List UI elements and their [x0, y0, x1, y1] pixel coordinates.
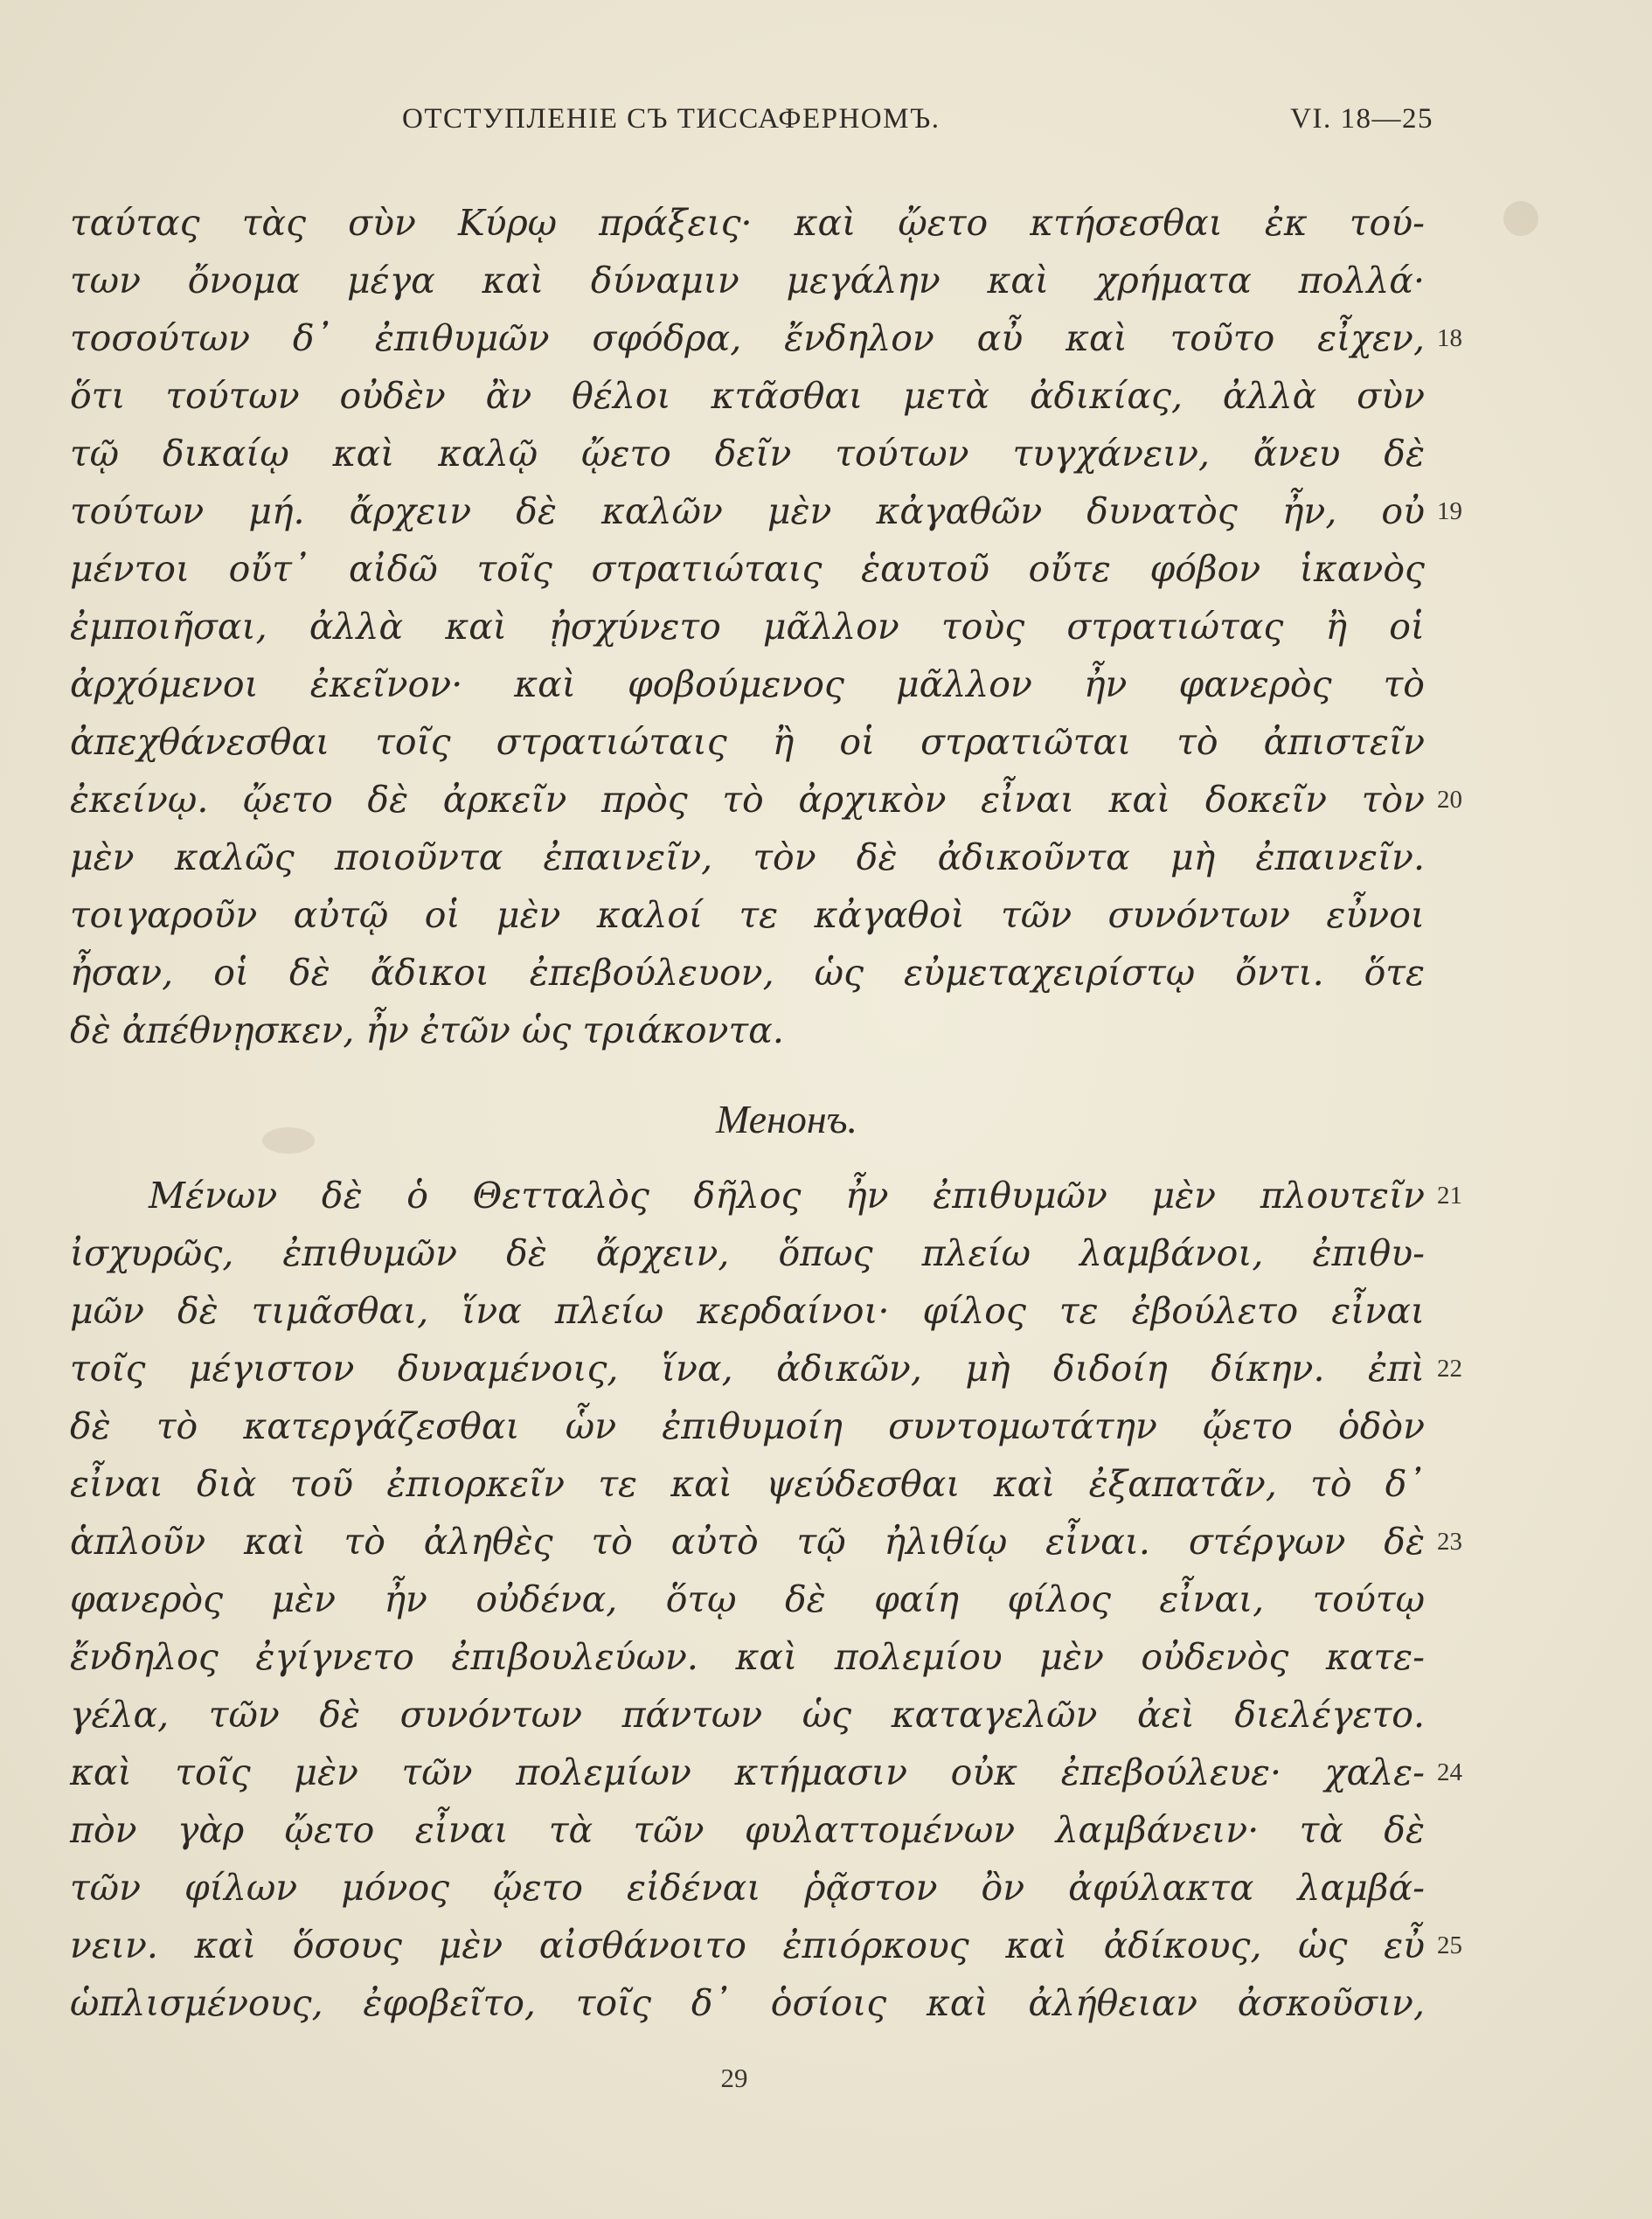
section-number: 25	[1437, 1931, 1462, 1959]
text-line: τούτων μή. ἄρχειν δὲ καλῶν μὲν κἀγαθῶν δυνατὸς ἦν, οὐ	[70, 490, 1425, 532]
section-number: 19	[1437, 497, 1462, 525]
text-line: δὲ ἀπέθνῃσκεν, ἦν ἐτῶν ὡς τριάκοντα.	[70, 1009, 784, 1051]
text-line: νειν. καὶ ὅσους μὲν αἰσθάνοιτο ἐπιόρκους καὶ ἀδίκους, ὡς εὖ	[70, 1924, 1425, 1966]
section-number: 20	[1437, 786, 1462, 814]
page-number: 29	[720, 2063, 748, 2093]
text-line: ἁπλοῦν καὶ τὸ ἀληθὲς τὸ αὐτὸ τῷ ἠλιθίῳ εἶναι. στέργων δὲ	[70, 1521, 1425, 1563]
section-heading: Менонъ.	[715, 1097, 858, 1141]
text-line: τοσούτων δ᾽ ἐπιθυμῶν σφόδρα, ἔνδηλον αὖ καὶ τοῦτο εἶχεν,	[70, 317, 1425, 359]
text-line: ἐκείνῳ. ᾤετο δὲ ἀρκεῖν πρὸς τὸ ἀρχικὸν εἶναι καὶ δοκεῖν τὸν	[70, 779, 1425, 821]
header-chapter-ref: VI. 18—25	[1290, 103, 1433, 135]
paper-stain	[262, 1127, 315, 1154]
text-line: ἐμποιῆσαι, ἀλλὰ καὶ ᾐσχύνετο μᾶλλον τοὺς στρατιώτας ἢ οἱ	[70, 606, 1425, 648]
text-line: μῶν δὲ τιμᾶσθαι, ἵνα πλείω κερδαίνοι· φίλος τε ἐβούλετο εἶναι	[70, 1290, 1425, 1332]
text-line: φανερὸς μὲν ἦν οὐδένα, ὅτῳ δὲ φαίη φίλος εἶναι, τούτῳ	[70, 1578, 1425, 1620]
section-number: 18	[1437, 324, 1462, 352]
text-line: μὲν καλῶς ποιοῦντα ἐπαινεῖν, τὸν δὲ ἀδικοῦντα μὴ ἐπαινεῖν.	[70, 836, 1425, 878]
text-line: τῷ δικαίῳ καὶ καλῷ ᾤετο δεῖν τούτων τυγχάνειν, ἄνευ δὲ	[70, 433, 1425, 475]
running-header	[402, 103, 1433, 156]
text-line: ἀρχόμενοι ἐκεῖνον· καὶ φοβούμενος μᾶλλον ἦν φανερὸς τὸ	[70, 663, 1425, 705]
text-line: ὡπλισμένους, ἐφοβεῖτο, τοῖς δ᾽ ὁσίοις καὶ ἀλήθειαν ἀσκοῦσιν,	[70, 1982, 1425, 2024]
text-line: Μένων δὲ ὁ Θετταλὸς δῆλος ἦν ἐπιθυμῶν μὲν πλουτεῖν	[149, 1175, 1425, 1217]
text-line: ἦσαν, οἱ δὲ ἄδικοι ἐπεβούλευον, ὡς εὐμεταχειρίστῳ ὄντι. ὅτε	[70, 952, 1425, 994]
section-number: 22	[1437, 1355, 1462, 1383]
section-number: 24	[1437, 1758, 1462, 1786]
header-title: ОТСТУПЛЕНІЕ СЪ ТИССАФЕРНОМЪ.	[402, 103, 941, 135]
text-line: τῶν φίλων μόνος ᾤετο εἰδέναι ῥᾷστον ὂν ἀφύλακτα λαμβά-	[70, 1867, 1425, 1909]
text-line: τοιγαροῦν αὐτῷ οἱ μὲν καλοί τε κἀγαθοὶ τῶν συνόντων εὖνοι	[70, 894, 1425, 936]
text-line: των ὄνομα μέγα καὶ δύναμιν μεγάλην καὶ χρήματα πολλά·	[70, 260, 1425, 302]
text-line: ταύτας τὰς σὺν Κύρῳ πράξεις· καὶ ᾤετο κτήσεσθαι ἐκ τού-	[70, 202, 1425, 244]
section-number: 21	[1437, 1182, 1462, 1210]
text-line: ἔνδηλος ἐγίγνετο ἐπιβουλεύων. καὶ πολεμίου μὲν οὐδενὸς κατε-	[70, 1636, 1425, 1678]
text-line: ἀπεχθάνεσθαι τοῖς στρατιώταις ἢ οἱ στρατιῶται τὸ ἀπιστεῖν	[70, 721, 1425, 763]
text-line: δὲ τὸ κατεργάζεσθαι ὧν ἐπιθυμοίη συντομωτάτην ᾤετο ὁδὸν	[70, 1405, 1425, 1447]
section-number: 23	[1437, 1528, 1462, 1556]
text-line: μέντοι οὔτ᾽ αἰδῶ τοῖς στρατιώταις ἑαυτοῦ οὔτε φόβον ἱκανὸς	[70, 548, 1425, 590]
text-line: εἶναι διὰ τοῦ ἐπιορκεῖν τε καὶ ψεύδεσθαι καὶ ἐξαπατᾶν, τὸ δ᾽	[70, 1463, 1425, 1505]
text-line: τοῖς μέγιστον δυναμένοις, ἵνα, ἀδικῶν, μὴ διδοίη δίκην. ἐπὶ	[70, 1348, 1425, 1390]
paper-stain	[1503, 201, 1538, 236]
text-line: καὶ τοῖς μὲν τῶν πολεμίων κτήμασιν οὐκ ἐπεβούλευε· χαλε-	[70, 1751, 1425, 1793]
text-line: ἰσχυρῶς, ἐπιθυμῶν δὲ ἄρχειν, ὅπως πλείω λαμβάνοι, ἐπιθυ-	[70, 1232, 1425, 1274]
text-line: γέλα, τῶν δὲ συνόντων πάντων ὡς καταγελῶν ἀεὶ διελέγετο.	[70, 1694, 1425, 1736]
text-line: ὅτι τούτων οὐδὲν ἂν θέλοι κτᾶσθαι μετὰ ἀδικίας, ἀλλὰ σὺν	[70, 375, 1425, 417]
text-line: πὸν γὰρ ᾤετο εἶναι τὰ τῶν φυλαττομένων λαμβάνειν· τὰ δὲ	[70, 1809, 1425, 1851]
